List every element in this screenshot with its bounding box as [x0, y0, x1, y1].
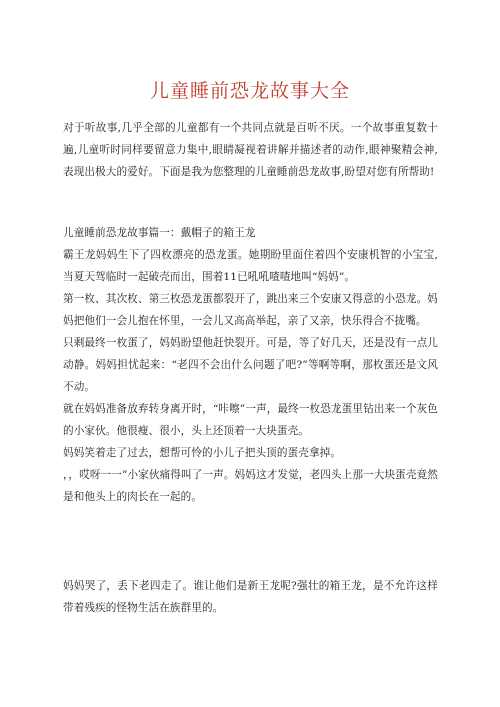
story-paragraph: ，，哎呀一一”小家伙痛得叫了一声。妈妈这才发觉，老四头上那一大块蛋壳竟然是和他头上的肉长在一起的。 [63, 469, 438, 503]
story-heading [63, 222, 438, 244]
story-paragraph: 第一枚、其次枚、第三枚恐龙蛋都裂开了，跳出来三个安康又得意的小恐龙。妈妈把他们一会儿抱在怀里，一会儿又高高举起，亲了又亲，快乐得合不拢嘴。 [63, 293, 438, 327]
story-heading-text: 儿童睡前恐龙故事篇一：戴帽子的箱王龙 [63, 227, 256, 239]
ending-text: 妈妈哭了，丢下老四走了。谁让他们是新王龙呢?强壮的箱王龙，是不允许这样带着残疾的怪物生活在族群里的。 [63, 580, 438, 614]
ending-paragraph [63, 575, 438, 619]
story-paragraph: 妈妈笑着走了过去，想帮可怜的小儿子把头顶的蛋壳拿掉。 [63, 447, 342, 459]
story-paragraph: 只剩最终一枚蛋了，妈妈盼望他赶快裂开。可是，等了好几天，还是没有一点儿动静。妈妈担忧起来：“老四不会出什么问题了吧?”等啊等啊，那枚蛋还是文风不动。 [63, 337, 438, 393]
story-paragraph: 就在妈妈准备放弃转身离开时，“咔嚓”一声，最终一枚恐龙蛋里钻出来一个灰色的小家伙。他很瘦、很小，头上还顶着一大块蛋壳。 [63, 403, 438, 437]
story-paragraph: 霸王龙妈妈生下了四枚漂亮的恐龙蛋。她期盼里面住着四个安康机智的小宝宝,当夏天驾临时一起破壳而出，围着11已吼吼喳喳地叫“妈妈”。 [63, 249, 438, 283]
intro-paragraph [63, 117, 438, 183]
story-body [63, 244, 438, 508]
intro-text: 对于听故事,几乎全部的儿童都有一个共同点就是百听不厌。一个故事重复数十遍,儿童听时同样要留意力集中,眼睛凝视着讲解并描述者的动作,眼神聚精会神,表现出极大的爱好。下面是我为您整理的儿童睡前恐龙故事,盼望对您有所帮助! [63, 122, 438, 178]
document-title: 儿童睡前恐龙故事大全 [149, 80, 350, 102]
